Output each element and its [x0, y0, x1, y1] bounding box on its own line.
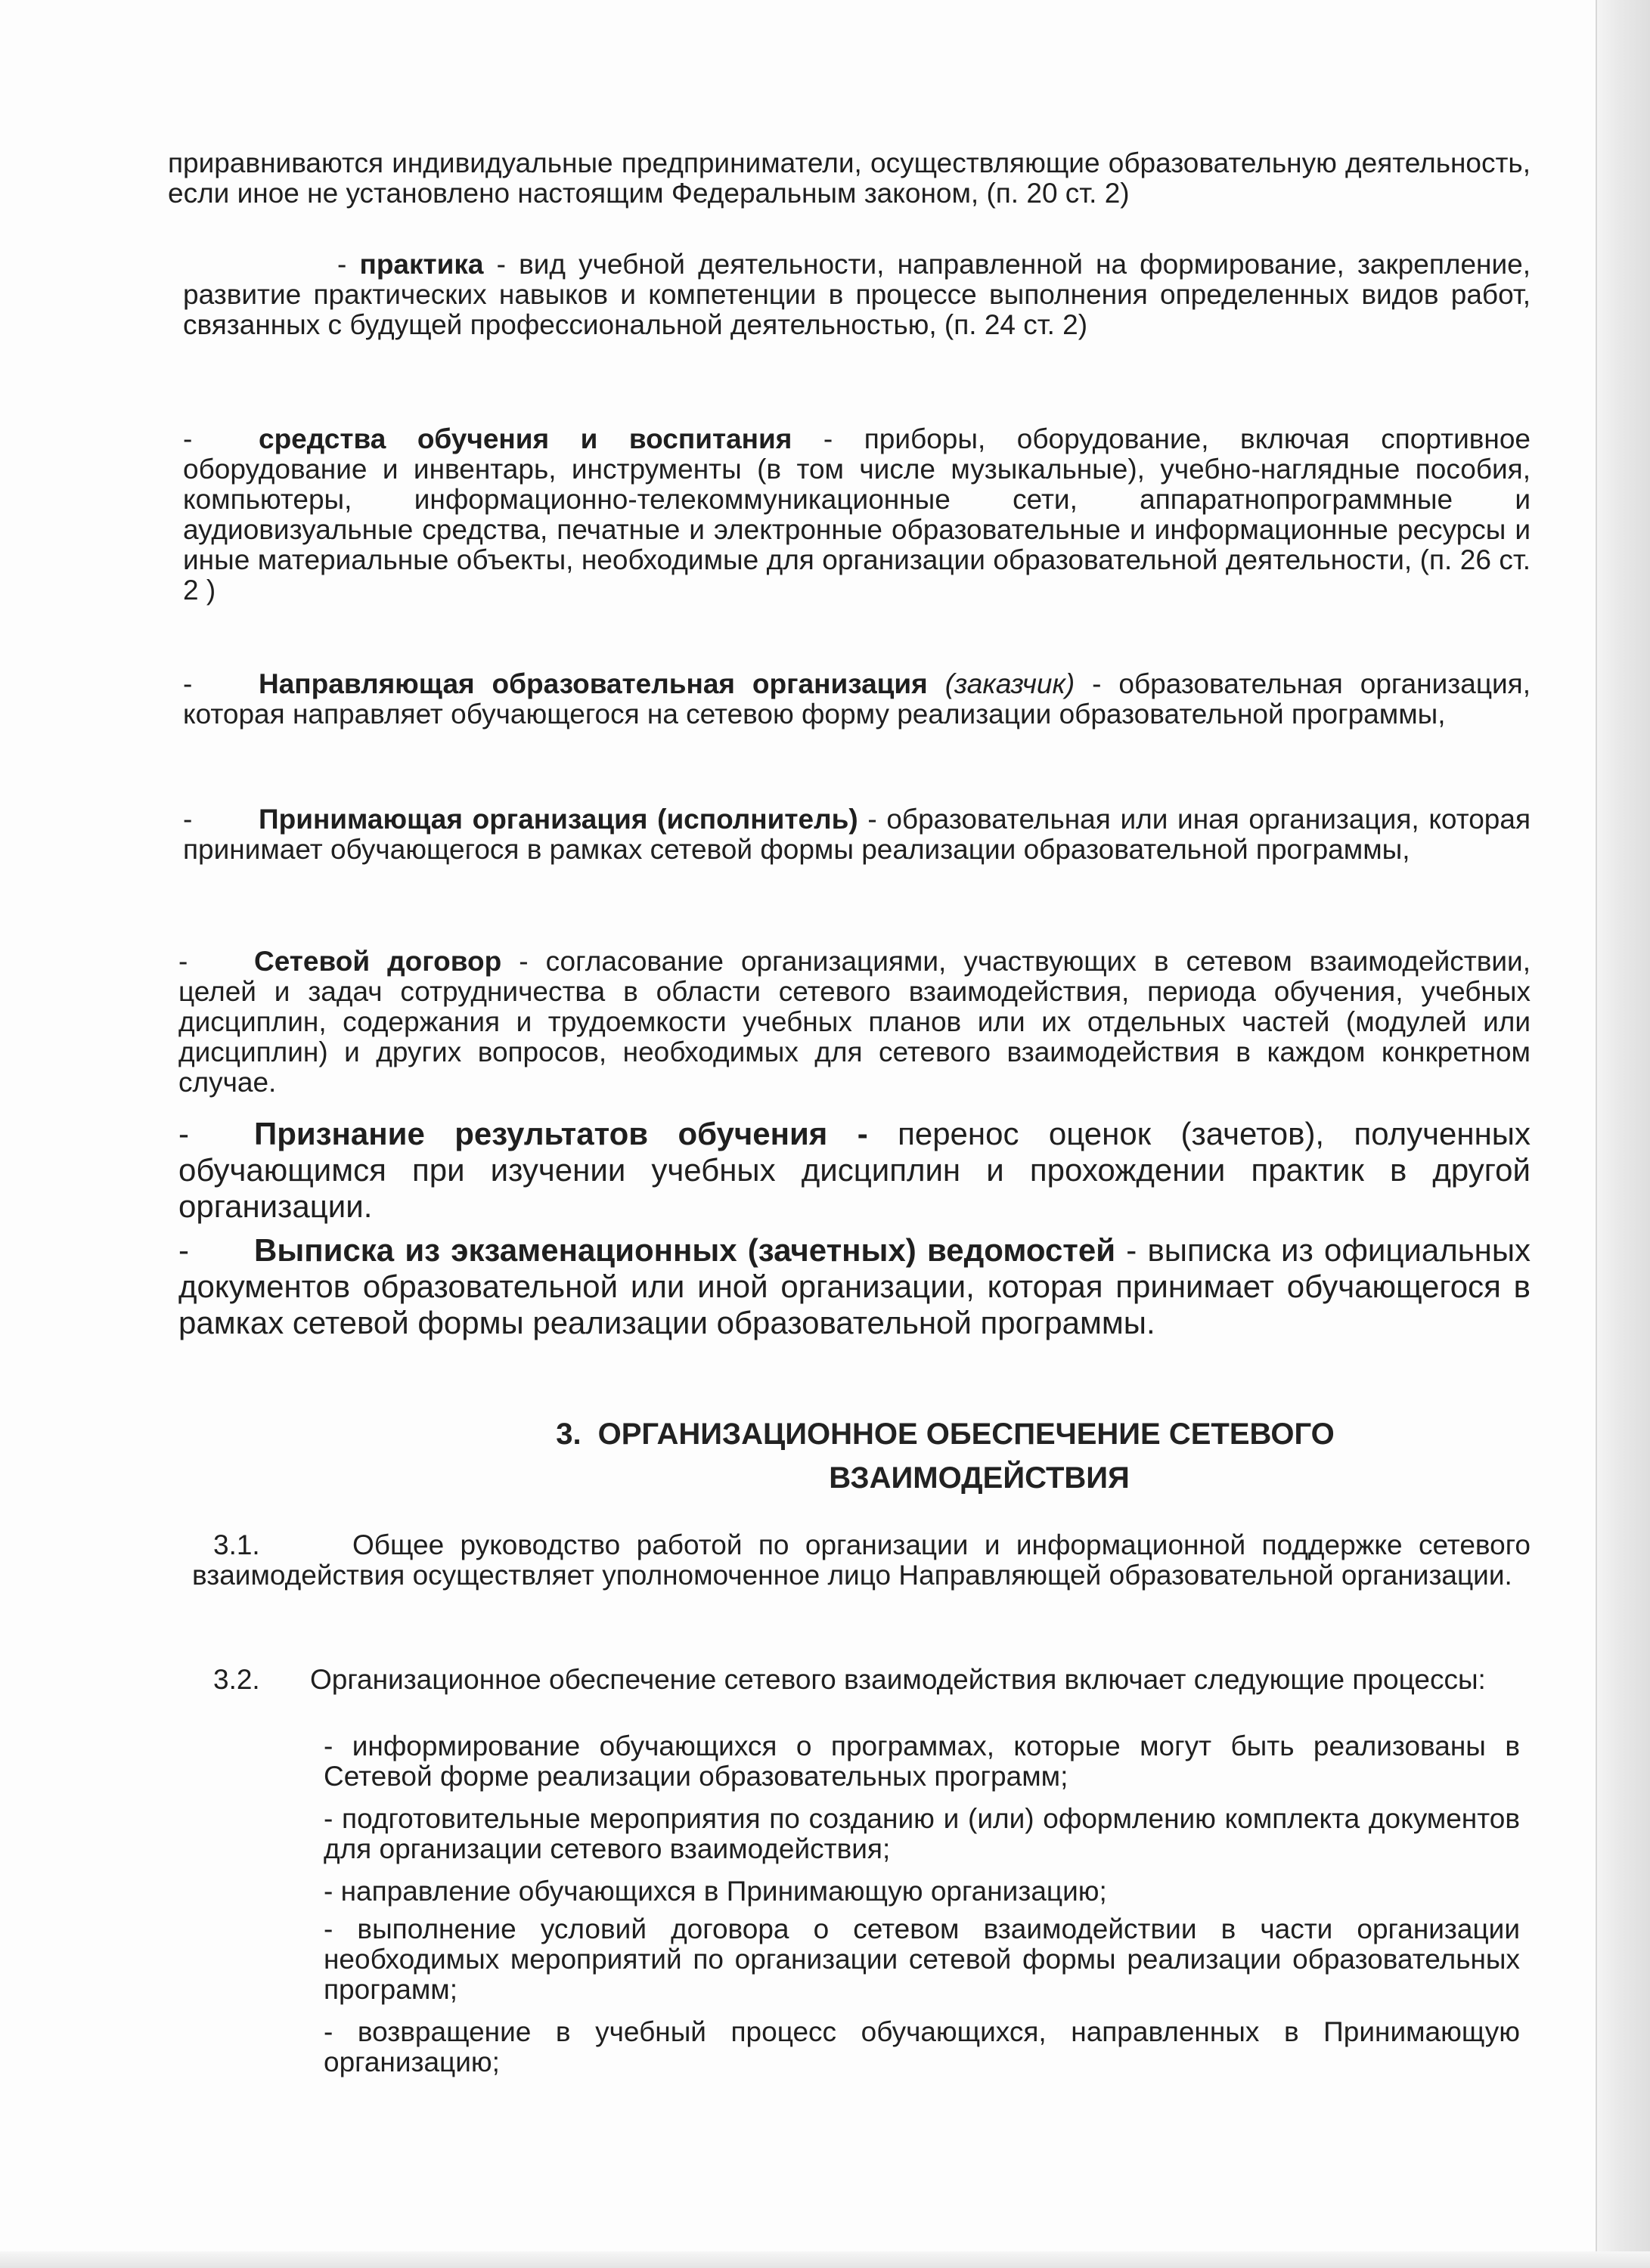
clause-number: 3.2.	[213, 1664, 260, 1695]
definition-learning-tools	[183, 424, 1531, 606]
definition-body: - вид учебной деятельности, направленной на формирование, закрепление, развитие практических навыков и компетенции в процессе выполнения определенных видов работ, связанных с будущей профессиональной деятельностью, (п. 24 ст. 2)	[183, 249, 1531, 340]
definition-body: перенос оценок (зачетов), полученных обучающимся при изучении учебных дисциплин и прохождении практик в другой организации.	[178, 1116, 1531, 1224]
scan-page-edge	[1596, 0, 1650, 2268]
process-item: - выполнение условий договора о сетевом взаимодействии в части организации необходимых мероприятий по организации сетевой формы реализации образовательных программ;	[324, 1913, 1520, 2005]
definition-prefix: -	[183, 668, 193, 699]
clause-number: 3.1.	[213, 1529, 260, 1560]
process-item: - информирование обучающихся о программах, которые могут быть реализованы в Сетевой форме реализации образовательных программ;	[324, 1730, 1520, 1792]
definition-practice	[183, 249, 1531, 340]
definition-note: (заказчик)	[944, 668, 1075, 699]
scan-bottom-edge	[0, 2251, 1650, 2268]
clause-text: Организационное обеспечение сетевого взаимодействия включает следующие процессы:	[310, 1664, 1486, 1695]
section-title-line1: ОРГАНИЗАЦИОННОЕ ОБЕСПЕЧЕНИЕ СЕТЕВОГО	[597, 1418, 1335, 1451]
definition-receiving-organization	[183, 804, 1531, 865]
definition-transcript-extract	[178, 1232, 1531, 1341]
definition-term: Выписка из экзаменационных (зачетных) ведомостей	[254, 1232, 1116, 1268]
section-number: 3.	[556, 1418, 582, 1451]
definition-term: средства обучения и воспитания	[259, 423, 792, 454]
process-item: - возвращение в учебный процесс обучающихся, направленных в Принимающую организацию;	[324, 2016, 1520, 2077]
definition-body: - выписка из официальных документов образовательной или иной организации, которая принимает обучающегося в рамках сетевой формы реализации образовательной программы.	[178, 1232, 1531, 1340]
definition-term: Принимающая организация (исполнитель)	[259, 804, 858, 835]
section-title-line2: ВЗАИМОДЕЙСТВИЯ	[829, 1461, 1130, 1495]
definition-directing-organization	[183, 669, 1531, 730]
definition-network-agreement	[178, 947, 1531, 1098]
definition-body: - образовательная организация, которая направляет обучающегося на сетевою форму реализации образовательной программы,	[183, 668, 1531, 730]
definition-term: практика	[359, 249, 484, 280]
process-item: - подготовительные мероприятия по созданию и (или) оформлению комплекта документов для организации сетевого взаимодействия;	[324, 1803, 1520, 1864]
definition-prefix: -	[178, 946, 188, 977]
definition-term: Сетевой договор	[254, 946, 502, 977]
definition-prefix: -	[337, 249, 360, 280]
definition-body: - образовательная или иная организация, которая принимает обучающегося в рамках сетевой формы реализации образовательной программы,	[183, 804, 1531, 865]
intro-text: приравниваются индивидуальные предприниматели, осуществляющие образовательную деятельность, если иное не установлено настоящим Федеральным законом, (п. 20 ст. 2)	[168, 147, 1531, 209]
definition-prefix: -	[183, 423, 193, 454]
definition-term: Признание результатов обучения -	[254, 1116, 868, 1151]
clause-3-1	[192, 1530, 1531, 1591]
clause-3-2	[310, 1665, 1531, 1695]
process-item: - направление обучающихся в Принимающую организацию;	[324, 1876, 1107, 1907]
section-heading-line1	[499, 1412, 1391, 1456]
definition-prefix: -	[178, 1116, 189, 1151]
definition-body: - согласование организациями, участвующих в сетевом взаимодействии, целей и задач сотрудничества в области сетевого взаимодействия, периода обучения, учебных дисциплин, содержания и трудоемкости учебных планов или их отдельных частей (модулей или дисциплин) и других вопросов, необходимых для сетевого взаимодействия в каждом конкретном случае.	[178, 946, 1531, 1098]
definition-prefix: -	[183, 804, 193, 835]
definition-term: Направляющая образовательная организация	[259, 668, 928, 699]
definition-prefix: -	[178, 1232, 189, 1268]
definition-body: - приборы, оборудование, включая спортивное оборудование и инвентарь, инструменты (в том числе музыкальные), учебно-наглядные пособия, компьютеры, информационно-телекоммуникационные сети, аппаратнопрограммные и аудиовизуальные средства, печатные и электронные образовательные и информационные ресурсы и иные материальные объекты, необходимые для организации образовательной деятельности, (п. 26 ст. 2 )	[183, 423, 1531, 606]
section-heading	[499, 1412, 1391, 1500]
clause-text: Общее руководство работой по организации и информационной поддержке сетевого взаимодействия осуществляет уполномоченное лицо Направляющей образовательной организации.	[192, 1529, 1531, 1591]
definition-recognition-of-results	[178, 1116, 1531, 1225]
intro-paragraph	[168, 148, 1531, 209]
